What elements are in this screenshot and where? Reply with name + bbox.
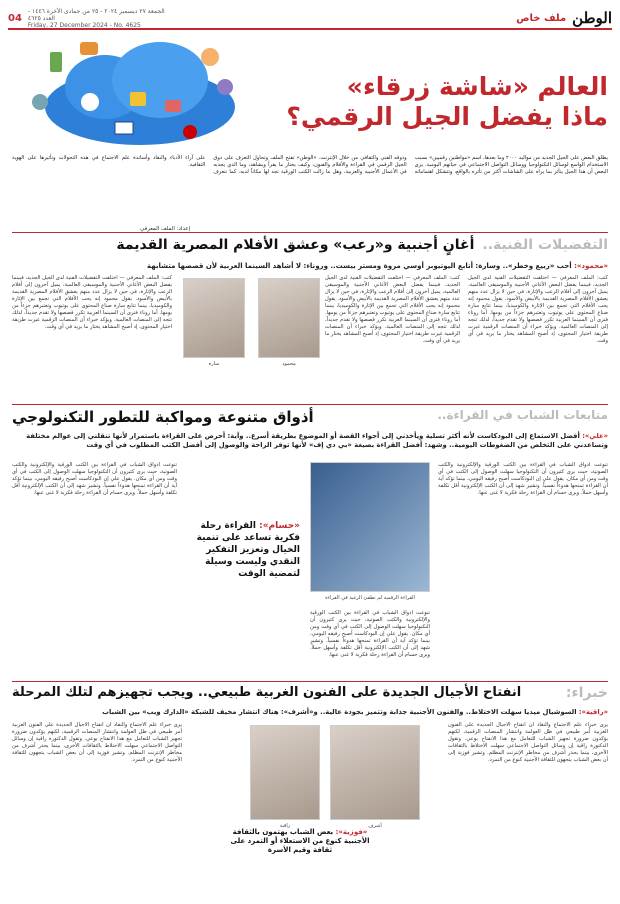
section1-body: كتب: الملف المعرفي — اختلفت التفضيلات الفنية لدى الجيل الجديد، فبينما يفضل البعض الأغاني الأجنبية والموسيقى العالمية، يميل آخرون إلى أفلام الرعب والإثارة، في حين لا يزال عدد منهم يعشق الأفلام المصرية القديمة بالأبيض والأسود. يقول محمود إنه يحب الأفلام التي تجمع بين الإثارة والكوميديا، بينما تتابع سارة صناع المحتوى على يوتيوب وتعتبرهم جزءاً من يومها. أما روناء فترى أن السينما العربية تكرر قصصها ولا تقدم جديداً، لذلك تتجه إلى المنصات العالمية. ويؤكد خبراء أن المنصات الرقمية غيرت طريقة اختيار المحتوى، إذ أصبح المشاهد يختار ما يريد في أي وقت.	[468, 275, 608, 344]
section1-kicker: التفضيلات الفنية..	[482, 237, 608, 253]
section2-pullquote	[190, 520, 300, 580]
email-icon	[115, 122, 133, 134]
section1-photo-2	[183, 278, 245, 367]
pullquote-text: بعض الشباب يهتمون بالثقافة الأجنبية كنوع من الاستعلاء أو التمرد على ثقافة وقيم الأسرة	[230, 828, 370, 854]
section3-kicker: خبراء:	[565, 685, 608, 701]
section3-body: يرى خبراء علم الاجتماع والنقاد أن انفتاح الأجيال الجديدة على الفنون الغربية أمر طبيعي في ظل العولمة وانتشار المنصات الرقمية، لكنهم يؤكدون ضرورة تجهيز الشباب للتعامل مع هذا الانفتاح بوعي. وتقول الدكتورة راقية إن وسائل التواصل الاجتماعي سهلت الاختلاط بالثقافات الأخرى، بينما يحذر أشرف من مخاطر الإنترنت المظلم. وتشير فوزية إلى أن بعض الشباب يتجهون للثقافة الأجنبية كنوع من التمرد.	[448, 722, 608, 763]
section1-body-col2: كتب: الملف المعرفي — اختلفت التفضيلات الفنية لدى الجيل الجديد، فبينما يفضل البعض الأغاني الأجنبية والموسيقى العالمية، يميل آخرون إلى أفلام الرعب والإثارة، في حين لا يزال عدد منهم يعشق الأفلام المصرية القديمة بالأبيض والأسود. يقول محمود إنه يحب الأفلام التي تجمع بين الإثارة والكوميديا، بينما تتابع سارة صناع المحتوى على يوتيوب وتعتبرهم جزءاً من يومها. أما روناء فترى أن السينما العربية تكرر قصصها ولا تقدم جديداً، لذلك تتجه إلى المنصات العالمية. ويؤكد خبراء أن المنصات الرقمية غيرت طريقة اختيار المحتوى، إذ أصبح المشاهد يختار ما يريد في أي وقت.	[325, 275, 460, 344]
clock-icon	[32, 94, 48, 110]
divider	[12, 681, 608, 682]
section2-body-col2: تنوعت أذواق الشباب في القراءة بين الكتب الورقية والإلكترونية والكتب الصوتية، حيث يرى كثيرون أن التكنولوجيا سهلت الوصول إلى الكتب في أي وقت ومن أي مكان. يقول علي إن البودكاست أصبح رفيقه اليومي، بينما تؤكد آية أن القراءة تمنحها هدوءاً نفسياً. وتشير شهد إلى أن الكتب الإلكترونية أقل تكلفة وأسهل حملاً. ويرى حسام أن القراءة رحلة فكرية لا غنى عنها.	[12, 462, 177, 496]
section2-kicker: متابعات الشباب في القراءة..	[437, 408, 608, 422]
camera-icon	[165, 100, 181, 112]
section1-title: أغانٍ أجنبية و«رعب» وعشق الأفلام المصرية القديمة	[116, 237, 475, 253]
pullquote-text: القراءة رحلة فكرية تساعد على تنمية الخيال وتعزيز التفكير النقدي وليست وسيلة لتمضية الوقت	[196, 521, 300, 579]
section2-sub-quote: «علي»:	[582, 432, 608, 440]
section1-sub-quote: «محمود»:	[574, 262, 608, 270]
section1-photo-1	[258, 278, 320, 367]
cloud-illustration	[20, 32, 260, 152]
headline-line1: العالم «شاشة زرقاء»	[346, 72, 608, 101]
section1-title-bar	[12, 232, 608, 258]
section2-sub-text: أفضل الاستماع إلى البودكاست لأنه أكثر تسلية ويأخذني إلى أجواء القصة أو الموضوع بطريقة أسرع.. وآية: أحرص على القراءة باستمرار لأنها تنقلني إلى عوالم مختلفة وتساعدني على التخلص من الضغوطات اليومية.. وشهد: أفضل القراءة بصيغة «بي دي إف» لأنها توفر الراحة والوصول إلى أفضل الكتب المطلوب في أي وقت	[26, 432, 608, 449]
section-label: ملف خاص	[516, 12, 567, 24]
section2-body-col3: تنوعت أذواق الشباب في القراءة بين الكتب الورقية والإلكترونية والكتب الصوتية، حيث يرى كثيرون أن التكنولوجيا سهلت الوصول إلى الكتب في أي وقت ومن أي مكان. يقول علي إن البودكاست أصبح رفيقه اليومي، بينما تؤكد آية أن القراءة تمنحها هدوءاً نفسياً. وتشير شهد إلى أن الكتب الإلكترونية أقل تكلفة وأسهل حملاً. ويرى حسام أن القراءة رحلة فكرية لا غنى عنها.	[310, 610, 430, 658]
section2-subtitle	[12, 432, 608, 450]
photo-caption: سارة	[208, 361, 220, 367]
lead-headline	[278, 72, 608, 132]
lead-byline: إعداد: الملف المعرفي	[140, 226, 191, 232]
gear-icon	[217, 79, 233, 95]
photo-caption: القراءة الرقمية لم تطفئ الرغبة في القراءة	[325, 595, 415, 601]
section3-subtitle	[12, 708, 608, 716]
photo-caption: أشرف	[368, 823, 382, 829]
section3-photo-1	[250, 725, 320, 829]
section3-photo-2	[330, 725, 420, 829]
photo-caption: راقية	[279, 823, 291, 829]
pullquote-name: «فوزية»:	[335, 828, 368, 836]
pullquote-name: «حسام»:	[259, 521, 300, 531]
section2-photo	[310, 462, 430, 601]
section3-sub-text: السوشيال ميديا سهلت الاختلاط.. والفنون الأجنبية جذابة وتتميز بجودة عالية.. و«أشرف»: هناك انتشار مخيف للشبكة «الدارك ويب» بين الشباب	[102, 708, 577, 716]
music-icon	[183, 125, 197, 139]
section3-pullquote	[220, 828, 380, 855]
lead-intro: يطلق البعض على الجيل الجديد من مواليد ٢٠٠٠ وما بعدها، اسم «مواطنين رقميين» بسبب الاستخدام الواسع لوسائل التكنولوجيا ووسائل التواصل الاجتماعي في حياتهم اليومية. يرى البعض أن هذا الجيل يتأثر بما يراه على الشاشات أكثر من تأثره بالواقع، وتتشكل اهتماماته وذوقه الفني والثقافي من خلال الإنترنت. «الوطن» تفتح الملف وتحاول التعرف على ذوق الجيل الرقمي في القراءة والأفلام والفنون، وكيف يختار ما يقرأ ويشاهد، وما الذي يجذبه في الأعمال الأجنبية والعربية، وهل ما زالت الكتب الورقية تجد لها مكاناً لديه. كما نتعرف على آراء الأدباء والنقاد وأساتذة علم الاجتماع في هذه التحولات وتأثيرها على الهوية الثقافية.	[12, 155, 608, 175]
cloud-icon	[81, 93, 99, 111]
newspaper-logo: الوطن	[572, 9, 612, 27]
section2-body: تنوعت أذواق الشباب في القراءة بين الكتب الورقية والإلكترونية والكتب الصوتية، حيث يرى كثيرون أن التكنولوجيا سهلت الوصول إلى الكتب في أي وقت ومن أي مكان. يقول علي إن البودكاست أصبح رفيقه اليومي، بينما تؤكد آية أن القراءة تمنحها هدوءاً نفسياً. وتشير شهد إلى أن الكتب الإلكترونية أقل تكلفة وأسهل حملاً. ويرى حسام أن القراءة رحلة فكرية لا غنى عنها.	[438, 462, 608, 496]
page-number: 04	[8, 12, 22, 24]
photo-caption: محمود	[282, 361, 296, 367]
section2-title: أذواق متنوعة ومواكبة للتطور التكنولوجي	[12, 408, 314, 426]
section1-body-col3: كتب: الملف المعرفي — اختلفت التفضيلات الفنية لدى الجيل الجديد، فبينما يفضل البعض الأغاني الأجنبية والموسيقى العالمية، يميل آخرون إلى أفلام الرعب والإثارة، في حين لا يزال عدد منهم يعشق الأفلام المصرية القديمة بالأبيض والأسود. يقول محمود إنه يحب الأفلام التي تجمع بين الإثارة والكوميديا، بينما تتابع سارة صناع المحتوى على يوتيوب وتعتبرهم جزءاً من يومها. أما روناء فترى أن السينما العربية تكرر قصصها ولا تقدم جديداً، لذلك تتجه إلى المنصات العالمية. ويؤكد خبراء أن المنصات الرقمية غيرت طريقة اختيار المحتوى، إذ أصبح المشاهد يختار ما يريد في أي وقت.	[12, 275, 172, 330]
section1-subtitle	[12, 262, 608, 270]
chat-icon	[80, 42, 98, 55]
section3-title: انفتاح الأجيال الجديدة على الفنون الغربية طبيعي.. ويجب تجهيزهم لتلك المرحلة	[12, 685, 522, 700]
section1-sub-text: أحب «ربيع وخطر».. وسارة: أتابع اليوتيوبر أوسي مروة ومستر بيست.. وروناء: لا أشاهد السينما العربية لأن قصصها متشابهة	[146, 262, 572, 270]
smartphone-icon	[50, 52, 62, 72]
section3-sub-quote: «راقية»:	[578, 708, 608, 716]
wifi-icon	[201, 48, 219, 66]
issue-date: الجمعة ٢٧ ديسمبر ٢٠٢٤ - ٢٥ من جمادى الآخرة ١٤٤٦ - العدد ٤٦٢٥ Friday, 27 December 2024 - No. 4625	[27, 7, 165, 29]
headline-line2: ماذا يفضل الجيل الرقمي؟	[286, 102, 608, 131]
divider	[12, 404, 608, 405]
section3-body-col2: يرى خبراء علم الاجتماع والنقاد أن انفتاح الأجيال الجديدة على الفنون الغربية أمر طبيعي في ظل العولمة وانتشار المنصات الرقمية، لكنهم يؤكدون ضرورة تجهيز الشباب للتعامل مع هذا الانفتاح بوعي. وتقول الدكتورة راقية إن وسائل التواصل الاجتماعي سهلت الاختلاط بالثقافات الأخرى، بينما يحذر أشرف من مخاطر الإنترنت المظلم. وتشير فوزية إلى أن بعض الشباب يتجهون للثقافة الأجنبية كنوع من التمرد.	[12, 722, 182, 763]
lock-icon	[130, 92, 146, 106]
page-header	[8, 8, 612, 30]
